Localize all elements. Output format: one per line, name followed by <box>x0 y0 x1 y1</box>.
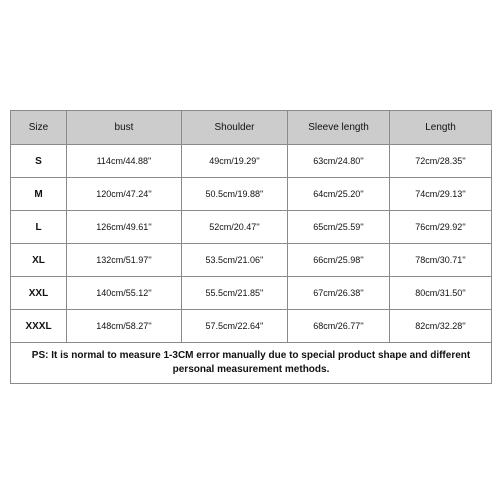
header-sleeve-length: Sleeve length <box>288 111 390 145</box>
shoulder-cell: 57.5cm/22.64'' <box>182 310 288 343</box>
size-cell: XXL <box>11 277 67 310</box>
bust-cell: 140cm/55.12'' <box>67 277 182 310</box>
bust-cell: 148cm/58.27'' <box>67 310 182 343</box>
header-shoulder: Shoulder <box>182 111 288 145</box>
shoulder-cell: 53.5cm/21.06'' <box>182 244 288 277</box>
sleeve-length-cell: 63cm/24.80'' <box>288 145 390 178</box>
shoulder-cell: 52cm/20.47'' <box>182 211 288 244</box>
bust-cell: 114cm/44.88'' <box>67 145 182 178</box>
length-cell: 72cm/28.35'' <box>390 145 492 178</box>
header-row <box>11 111 492 145</box>
sleeve-length-cell: 66cm/25.98'' <box>288 244 390 277</box>
length-cell: 76cm/29.92'' <box>390 211 492 244</box>
sleeve-length-cell: 64cm/25.20'' <box>288 178 390 211</box>
length-cell: 80cm/31.50'' <box>390 277 492 310</box>
length-cell: 78cm/30.71'' <box>390 244 492 277</box>
sleeve-length-cell: 67cm/26.38'' <box>288 277 390 310</box>
bust-cell: 126cm/49.61'' <box>67 211 182 244</box>
bust-cell: 132cm/51.97'' <box>67 244 182 277</box>
sleeve-length-cell: 68cm/26.77'' <box>288 310 390 343</box>
shoulder-cell: 50.5cm/19.88'' <box>182 178 288 211</box>
sleeve-length-cell: 65cm/25.59'' <box>288 211 390 244</box>
table-row <box>11 244 492 277</box>
size-cell: S <box>11 145 67 178</box>
table-row <box>11 145 492 178</box>
header-bust: bust <box>67 111 182 145</box>
bust-cell: 120cm/47.24'' <box>67 178 182 211</box>
shoulder-cell: 49cm/19.29'' <box>182 145 288 178</box>
shoulder-cell: 55.5cm/21.85'' <box>182 277 288 310</box>
table-row <box>11 310 492 343</box>
header-size: Size <box>11 111 67 145</box>
measurement-note: PS: It is normal to measure 1-3CM error manually due to special product shape and different personal measurement methods. <box>11 343 492 384</box>
note-row <box>11 343 492 384</box>
header-length: Length <box>390 111 492 145</box>
length-cell: 74cm/29.13'' <box>390 178 492 211</box>
length-cell: 82cm/32.28'' <box>390 310 492 343</box>
size-cell: XL <box>11 244 67 277</box>
table-row <box>11 211 492 244</box>
size-cell: M <box>11 178 67 211</box>
size-cell: L <box>11 211 67 244</box>
table-row <box>11 277 492 310</box>
table-row <box>11 178 492 211</box>
size-chart-table <box>10 110 492 384</box>
size-cell: XXXL <box>11 310 67 343</box>
